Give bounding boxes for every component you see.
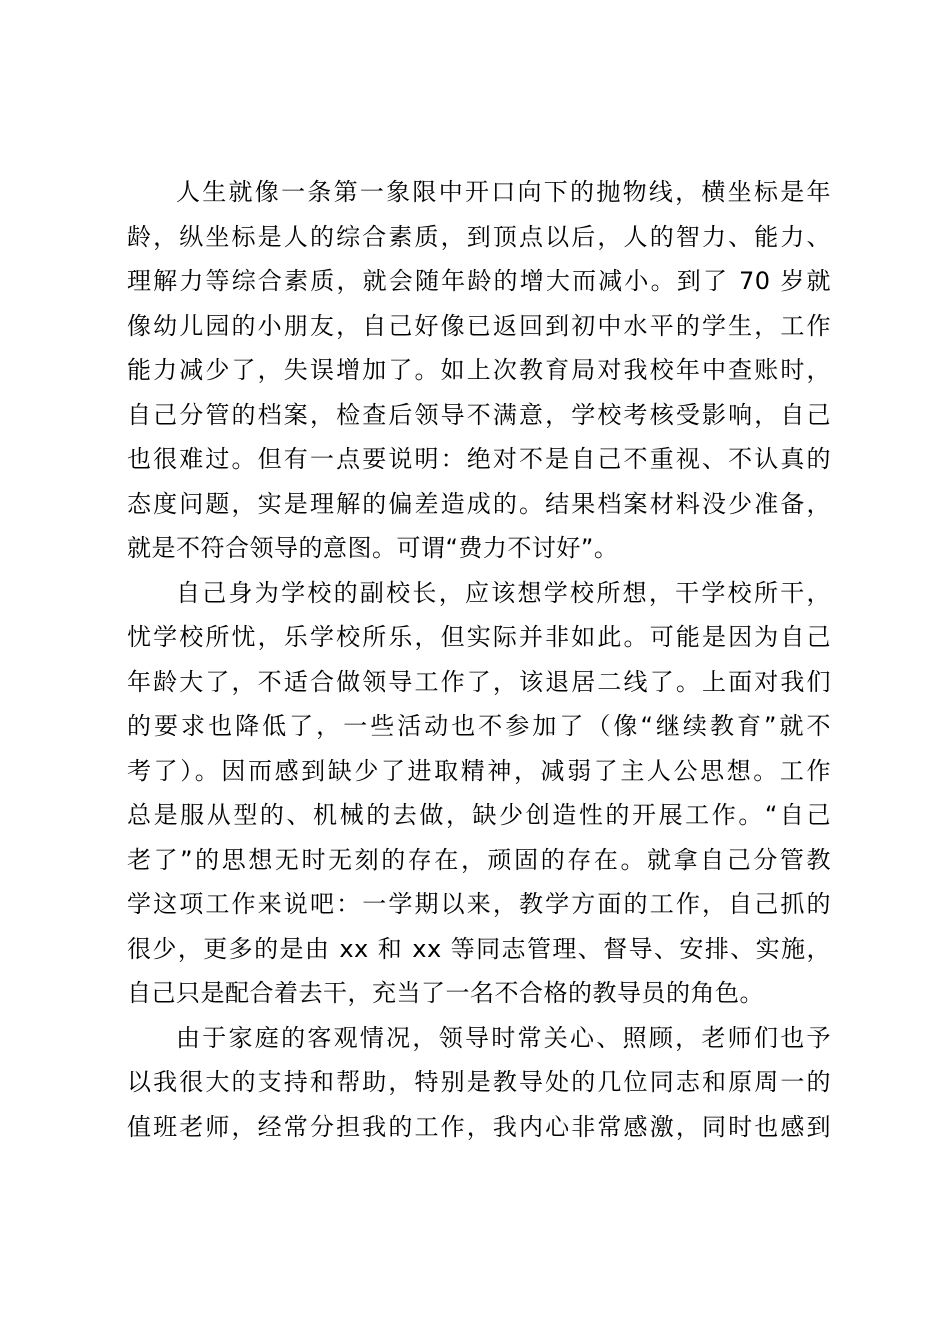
text-line: 态度问题，实是理解的偏差造成的。结果档案材料没少准备，: [127, 489, 831, 518]
text-line: 自己分管的档案，检查后领导不满意，学校考核受影响，自己: [127, 400, 831, 429]
text-line: 像幼儿园的小朋友，自己好像已返回到初中水平的学生，工作: [127, 311, 831, 340]
text-line: 总是服从型的、机械的去做，缺少创造性的开展工作。“自己: [127, 801, 831, 829]
text-line: 忧学校所忧，乐学校所乐，但实际并非如此。可能是因为自己: [127, 623, 831, 651]
paragraph-1: [127, 170, 831, 571]
paragraph-3: [127, 1016, 831, 1150]
text-line: 能力减少了，失误增加了。如上次教育局对我校年中查账时，: [127, 356, 831, 384]
text-line: 自己只是配合着去干，充当了一名不合格的教导员的角色。: [127, 979, 764, 1007]
text-line: 自己身为学校的副校长，应该想学校所想，干学校所干，: [176, 578, 831, 607]
text-line: 以我很大的支持和帮助，特别是教导处的几位同志和原周一的: [127, 1068, 831, 1096]
text-line: 考了）。因而感到缺少了进取精神，减弱了主人公思想。工作: [127, 756, 831, 785]
text-line: 值班老师，经常分担我的工作，我内心非常感激，同时也感到: [127, 1112, 831, 1141]
text-line: 很少，更多的是由 xx 和 xx 等同志管理、督导、安排、实施，: [127, 934, 831, 963]
text-line: 由于家庭的客观情况，领导时常关心、照顾，老师们也予: [176, 1023, 831, 1052]
text-line: 就是不符合领导的意图。可谓“费力不讨好”。: [127, 534, 619, 562]
text-line: 年龄大了，不适合做领导工作了，该退居二线了。上面对我们: [127, 667, 831, 696]
paragraph-2: [127, 571, 831, 1016]
text-line: 学这项工作来说吧：一学期以来，教学方面的工作，自己抓的: [127, 890, 831, 918]
text-line: 理解力等综合素质，就会随年龄的增大而减小。到了 70 岁就: [127, 267, 831, 295]
text-line: 的要求也降低了，一些活动也不参加了（像“继续教育”就不: [127, 712, 831, 740]
text-line: 人生就像一条第一象限中开口向下的抛物线，横坐标是年: [176, 178, 831, 206]
body-text: [127, 170, 831, 1149]
text-line: 龄，纵坐标是人的综合素质，到顶点以后，人的智力、能力、: [127, 222, 831, 251]
text-line: 老了”的思想无时无刻的存在，顽固的存在。就拿自己分管教: [127, 845, 831, 874]
text-line: 也很难过。但有一点要说明：绝对不是自己不重视、不认真的: [127, 445, 831, 473]
